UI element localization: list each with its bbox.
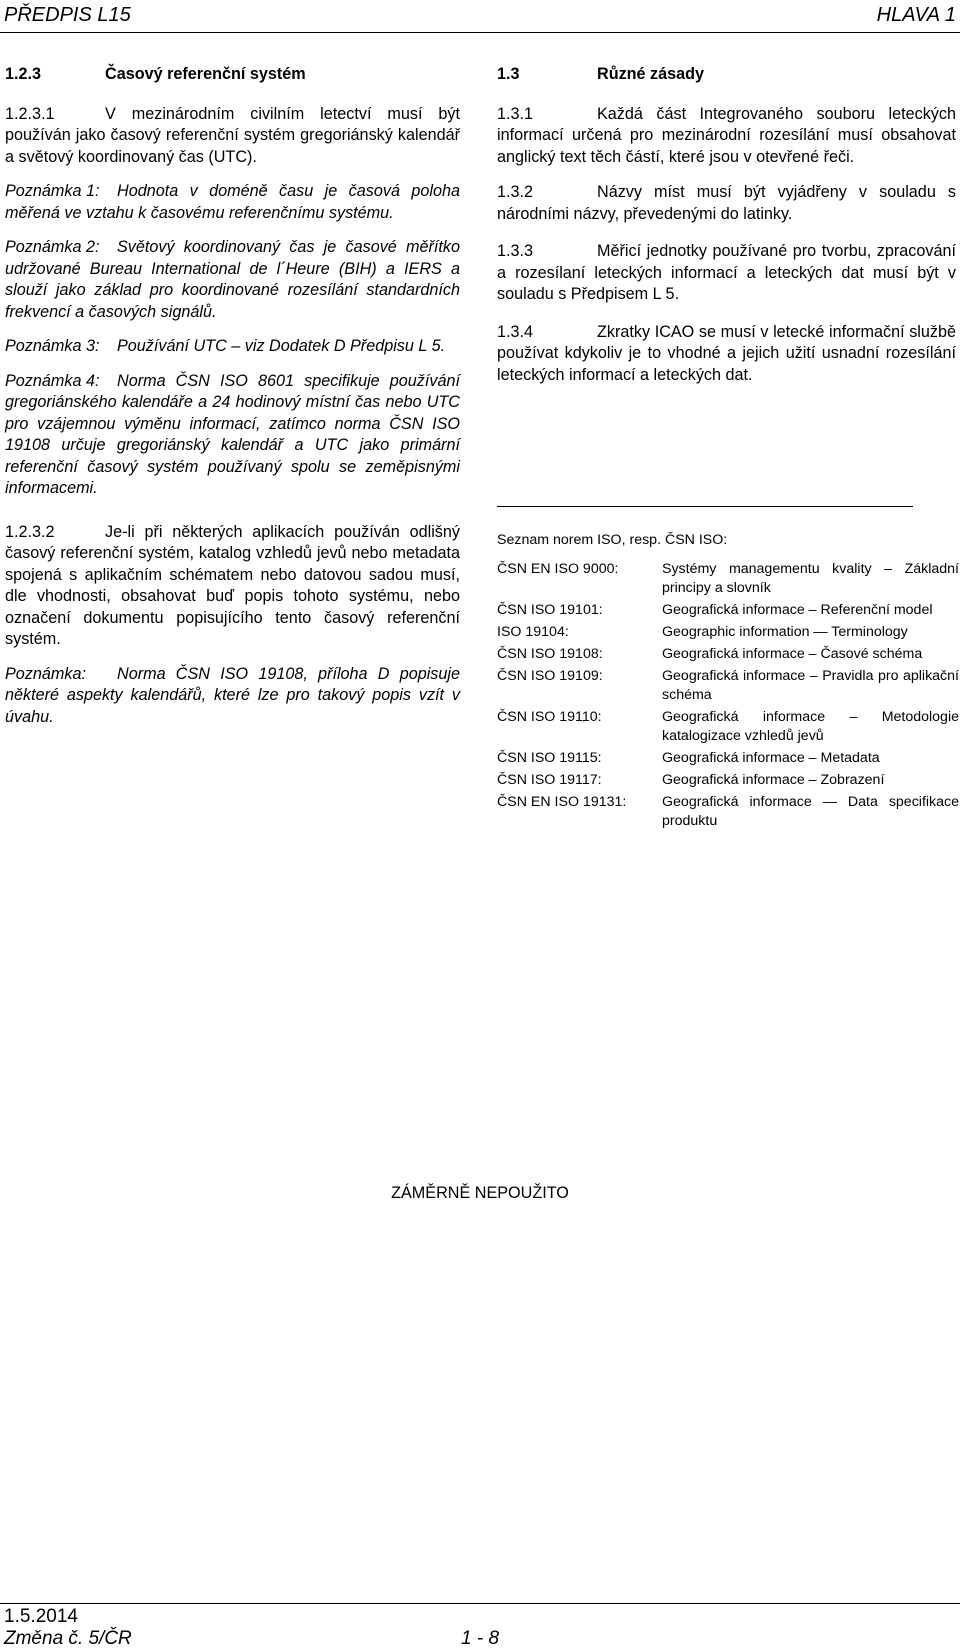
paragraph-1-3-4: 1.3.4 Zkratky ICAO se musí v letecké informační službě používat kdykoliv je to vhodné a jejich užití usnadní rozesílání leteckých informací a leteckých dat. bbox=[497, 322, 956, 384]
paragraph-1-3-1: 1.3.1 Každá část Integrovaného souboru leteckých informací určená pro mezinárodní rozesílání musí obsahovat anglický text těch částí, které jsou v otevřené řeči. bbox=[497, 104, 956, 166]
bibliography-row bbox=[497, 708, 959, 746]
section-heading-1-3: 1.3 Různé zásady bbox=[497, 65, 705, 83]
paragraph-1-2-3-2: 1.2.3.2 Je-li při některých aplikacích používán odlišný časový referenční systém, katalog vzhledů jevů nebo metadata spojená s aplikačním schématem nebo datovou sadou musí, dle vhodnosti, obsahovat buď popis tohoto systému, nebo označení dokumentu popisujícího tento časový referenční systém. bbox=[5, 522, 460, 648]
bibliography-row bbox=[497, 645, 959, 664]
standard-title: Geografická informace — Data specifikace produktu bbox=[662, 794, 959, 829]
right-column bbox=[497, 64, 956, 399]
standard-title: Geografická informace – Metadata bbox=[662, 750, 880, 766]
footer-date: 1.5.2014 bbox=[4, 1606, 78, 1627]
header-right: HLAVA 1 bbox=[876, 4, 956, 26]
note-3: Poznámka 3: Používání UTC – viz Dodatek D Předpisu L 5. bbox=[5, 337, 446, 355]
paragraph-1-2-3-1: 1.2.3.1 V mezinárodním civilním letectví musí být používán jako časový referenční systém gregoriánský kalendář a světový koordinovaný čas (UTC). bbox=[5, 104, 460, 166]
standard-code: ČSN ISO 19115: bbox=[497, 750, 602, 766]
bibliography-title: Seznam norem ISO, resp. ČSN ISO: bbox=[497, 532, 728, 548]
header-rule bbox=[0, 32, 960, 33]
footer-rule bbox=[0, 1603, 960, 1604]
bibliography-row bbox=[497, 771, 959, 790]
footer-amendment: Změna č. 5/ČR bbox=[4, 1628, 132, 1649]
bibliography-rule bbox=[497, 506, 913, 507]
bibliography-row bbox=[497, 793, 959, 831]
intentionally-blank-label: ZÁMĚRNĚ NEPOUŽITO bbox=[391, 1184, 569, 1202]
standard-code: ČSN EN ISO 19131: bbox=[497, 794, 627, 810]
left-column bbox=[5, 64, 460, 741]
note-1: Poznámka 1: Hodnota v doméně času je časová poloha měřená ve vztahu k časovému referenčnímu systému. bbox=[5, 182, 460, 222]
bibliography-row bbox=[497, 623, 959, 642]
header-left: PŘEDPIS L15 bbox=[4, 4, 131, 26]
bibliography-row bbox=[497, 749, 959, 768]
note-2: Poznámka 2: Světový koordinovaný čas je časové měřítko udržované Bureau International de l´Heure (BIH) a IERS a slouží jako základ pro koordinované rozesílání standardních frekvencí a časových signálů. bbox=[5, 238, 460, 321]
standard-title: Geografická informace – Pravidla pro aplikační schéma bbox=[662, 668, 959, 703]
standard-title: Geografická informace – Referenční model bbox=[662, 602, 933, 618]
standard-code: ČSN ISO 19108: bbox=[497, 646, 603, 662]
note-4: Poznámka 4: Norma ČSN ISO 8601 specifikuje používání gregoriánského kalendáře a 24 hodinový místní čas nebo UTC pro vzájemnou výměnu informací, zatímco norma ČSN ISO 19108 určuje gregoriánský kalendář a UTC jako primární referenční časový systém používaný spolu se zeměpisnými informacemi. bbox=[5, 371, 460, 497]
standard-code: ČSN ISO 19101: bbox=[497, 602, 603, 618]
standard-code: ČSN ISO 19110: bbox=[497, 709, 602, 725]
bibliography-row bbox=[497, 667, 959, 705]
standard-code: ČSN EN ISO 9000: bbox=[497, 561, 619, 577]
bibliography-row bbox=[497, 560, 959, 598]
standard-title: Geografická informace – Metodologie katalogizace vzhledů jevů bbox=[662, 709, 959, 744]
paragraph-1-3-3: 1.3.3 Měřicí jednotky používané pro tvorbu, zpracování a rozesílaní leteckých informací a leteckých dat musí být v souladu s Předpisem L 5. bbox=[497, 242, 956, 303]
standard-code: ČSN ISO 19109: bbox=[497, 668, 603, 684]
bibliography bbox=[497, 531, 959, 834]
paragraph-1-3-2: 1.3.2 Názvy míst musí být vyjádřeny v souladu s národními názvy, převedenými do latinky. bbox=[497, 183, 956, 223]
bibliography-row bbox=[497, 601, 959, 620]
standard-title: Systémy managementu kvality – Základní principy a slovník bbox=[662, 561, 959, 596]
bibliography-list bbox=[497, 560, 959, 831]
section-heading-1-2-3: 1.2.3 Časový referenční systém bbox=[5, 65, 306, 83]
standard-title: Geographic information — Terminology bbox=[662, 624, 908, 640]
footer-page-number: 1 - 8 bbox=[461, 1628, 500, 1649]
standard-title: Geografická informace – Zobrazení bbox=[662, 772, 885, 788]
standard-code: ČSN ISO 19117: bbox=[497, 772, 602, 788]
standard-code: ISO 19104: bbox=[497, 624, 569, 640]
note-5: Poznámka: Norma ČSN ISO 19108, příloha D popisuje některé aspekty kalendářů, které lze pro takový popis vzít v úvahu. bbox=[5, 664, 460, 726]
standard-title: Geografická informace – Časové schéma bbox=[662, 646, 923, 662]
